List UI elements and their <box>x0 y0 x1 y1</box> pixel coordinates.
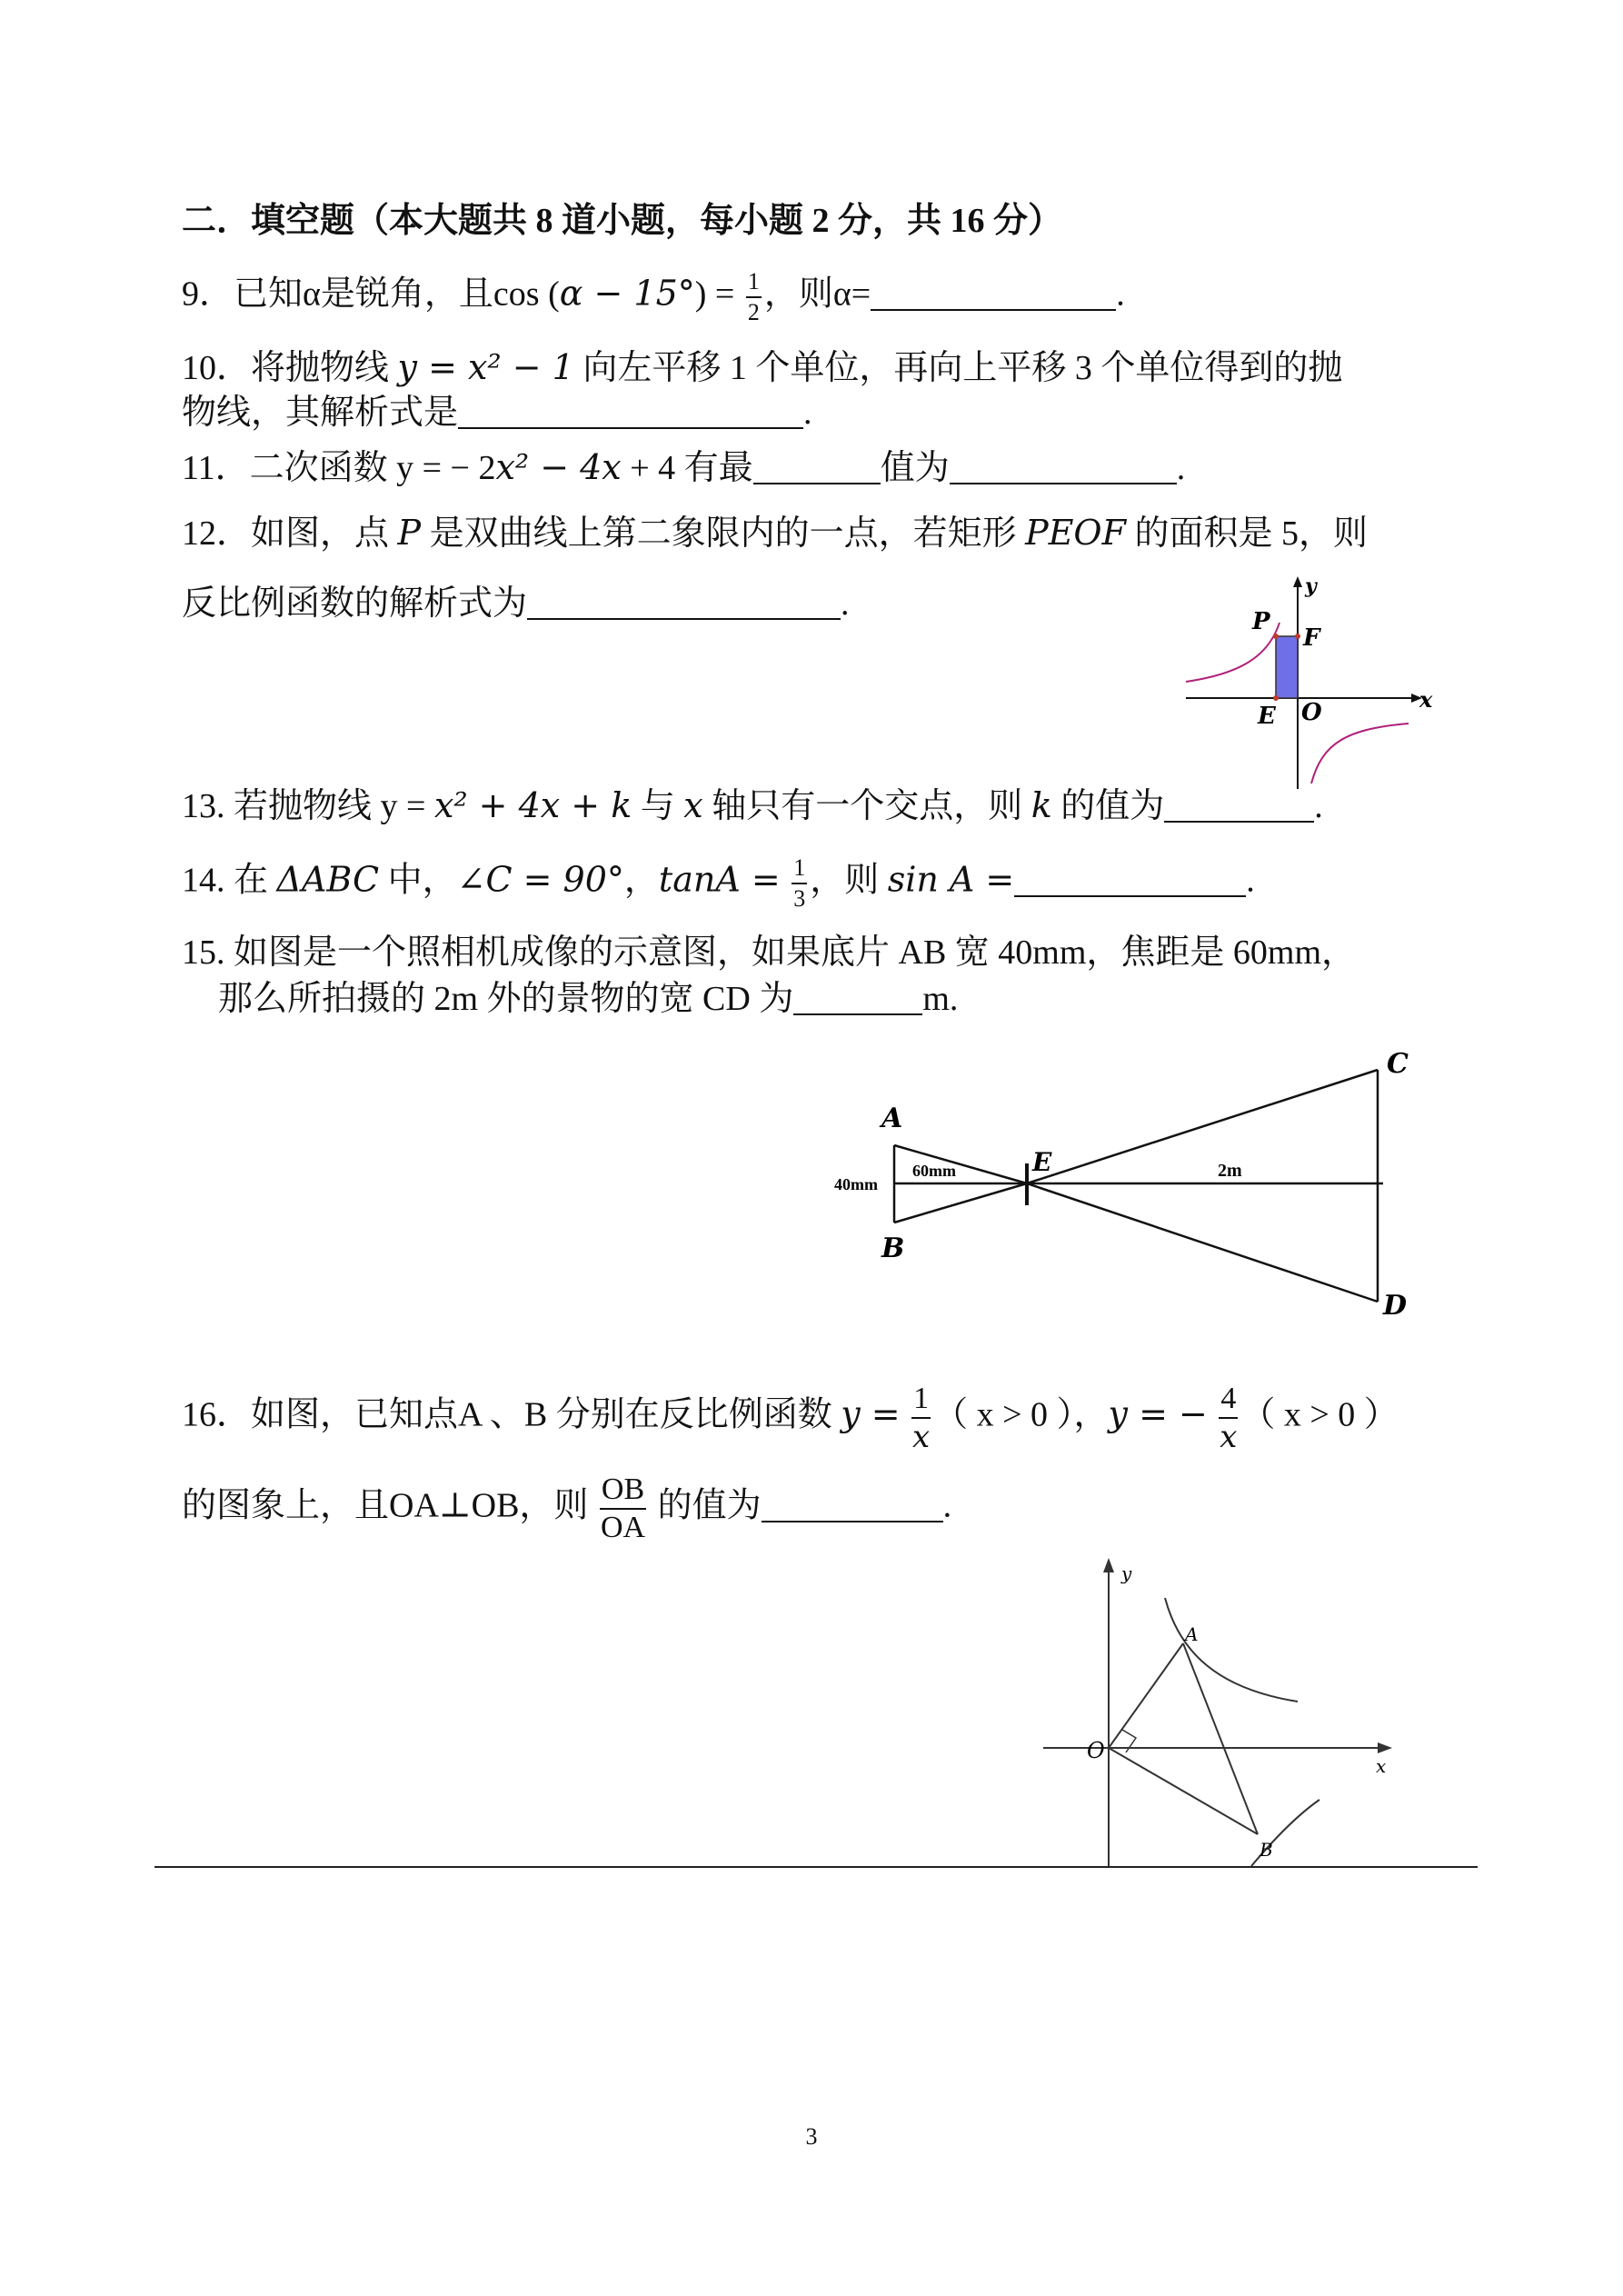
section-title: 二．填空题（本大题共 8 道小题，每小题 2 分，共 16 分） <box>182 202 1063 240</box>
fig15-label-d: D <box>1383 1290 1408 1322</box>
q13-number: 13. <box>182 787 234 825</box>
question-12-line2: 反比例函数的解析式为 . <box>182 584 850 623</box>
question-9: 9．已知α是锐角，且cos (α − 15°) = $\frac{1}{2}$ ，则α= . <box>182 268 1125 325</box>
figure-16-graph <box>1036 1552 1418 1866</box>
fig16-label-b: B <box>1260 1839 1273 1861</box>
q9-expr: α − 15° <box>559 273 695 314</box>
q11-expr: x² − 4x <box>495 447 622 487</box>
fig16-label-x: x <box>1376 1755 1387 1777</box>
fig15-label-b: B <box>881 1233 905 1264</box>
question-10: 10．将抛物线 y = x² − 1 向左平移 1 个单位，再向上平移 3 个单位得到的抛 <box>182 347 1343 387</box>
fig15-label-c: C <box>1387 1048 1409 1080</box>
q9-number: 9． <box>182 275 234 314</box>
question-16: 16．如图，已知点A 、B 分别在反比例函数 y = $\frac{1}{x}$ （ x > 0 ），y = − $\frac{4}{x}$ （ x > 0 ） <box>182 1382 1399 1455</box>
fig15-label-2m: 2m <box>1218 1161 1242 1181</box>
q16-number: 16． <box>182 1395 252 1434</box>
fig12-label-e: E <box>1258 703 1276 730</box>
q9-text-a: 已知α是锐角，且cos ( <box>234 275 560 314</box>
fig12-label-y: y <box>1305 574 1317 598</box>
q12-number: 12． <box>182 514 252 553</box>
question-16-line2: 的图象上，且OA⊥OB，则 $\frac{OB}{OA}$ 的值为 . <box>182 1472 952 1544</box>
fig16-label-a: A <box>1185 1623 1199 1645</box>
q16-fraction-2: $\frac{4}{x}$ <box>1220 1382 1238 1455</box>
q9-text-c: ，则α= <box>763 275 871 314</box>
q14-number: 14. <box>182 861 234 900</box>
page-divider <box>154 1866 1478 1868</box>
q9-fraction: $\frac{1}{2}$ <box>747 268 760 325</box>
q10-expr: y = x² − 1 <box>397 347 574 387</box>
fig12-label-x: x <box>1419 686 1433 713</box>
q10-answer-blank[interactable] <box>458 394 803 429</box>
fig15-label-e: E <box>1032 1147 1052 1177</box>
question-12: 12．如图，点 P 是双曲线上第二象限内的一点，若矩形 PEOF 的面积是 5，则 <box>182 513 1368 553</box>
q11-blank-2[interactable] <box>950 450 1177 484</box>
question-10-line2: 物线，其解析式是 . <box>182 394 812 432</box>
page-number: 3 <box>805 2123 818 2150</box>
fig12-label-o: O <box>1301 699 1322 726</box>
q14-fraction: $\frac{1}{3}$ <box>793 854 806 912</box>
question-15-line2: 那么所拍摄的 2m 外的景物的宽 CD 为 m. <box>218 980 959 1018</box>
fig12-label-f: F <box>1303 624 1320 652</box>
q16-answer-blank[interactable] <box>762 1488 943 1522</box>
q15-number: 15. <box>182 933 234 972</box>
fig15-label-a: A <box>881 1103 903 1134</box>
q15-answer-blank[interactable] <box>793 981 922 1015</box>
q10-number: 10． <box>182 349 252 387</box>
question-13: 13. 若抛物线 y = x² + 4x + k 与 x 轴只有一个交点，则 k 的值为 . <box>182 785 1323 825</box>
q11-number: 11． <box>182 449 250 487</box>
fig12-label-p: P <box>1252 608 1270 635</box>
question-14: 14. 在 ΔABC 中，∠C = 90°，tanA = $\frac{1}{3}$ ，则 sin A = . <box>182 854 1255 912</box>
q12-answer-blank[interactable] <box>527 585 841 620</box>
q13-expr: x² + 4x + k <box>433 785 632 825</box>
fig15-label-60mm: 60mm <box>912 1162 956 1180</box>
question-15: 15. 如图是一个照相机成像的示意图，如果底片 AB 宽 40mm，焦距是 60mm， <box>182 933 1357 972</box>
q16-ratio: $\frac{OB}{OA}$ <box>600 1472 646 1544</box>
fig15-label-40mm: 40mm <box>834 1175 878 1193</box>
fig16-label-o: O <box>1087 1738 1105 1763</box>
figure-15-camera <box>827 1045 1427 1327</box>
q9-answer-blank[interactable] <box>871 276 1116 311</box>
q14-answer-blank[interactable] <box>1014 863 1246 897</box>
figure-12-hyperbola <box>1181 573 1454 791</box>
q11-blank-1[interactable] <box>753 450 881 484</box>
fig16-label-y: y <box>1121 1562 1132 1584</box>
q16-fraction-1: $\frac{1}{x}$ <box>912 1382 931 1455</box>
question-11: 11．二次函数 y = − 2x² − 4x + 4 有最 值为 . <box>182 447 1186 487</box>
q9-text-b: ) = <box>694 275 735 314</box>
q13-answer-blank[interactable] <box>1164 788 1314 823</box>
